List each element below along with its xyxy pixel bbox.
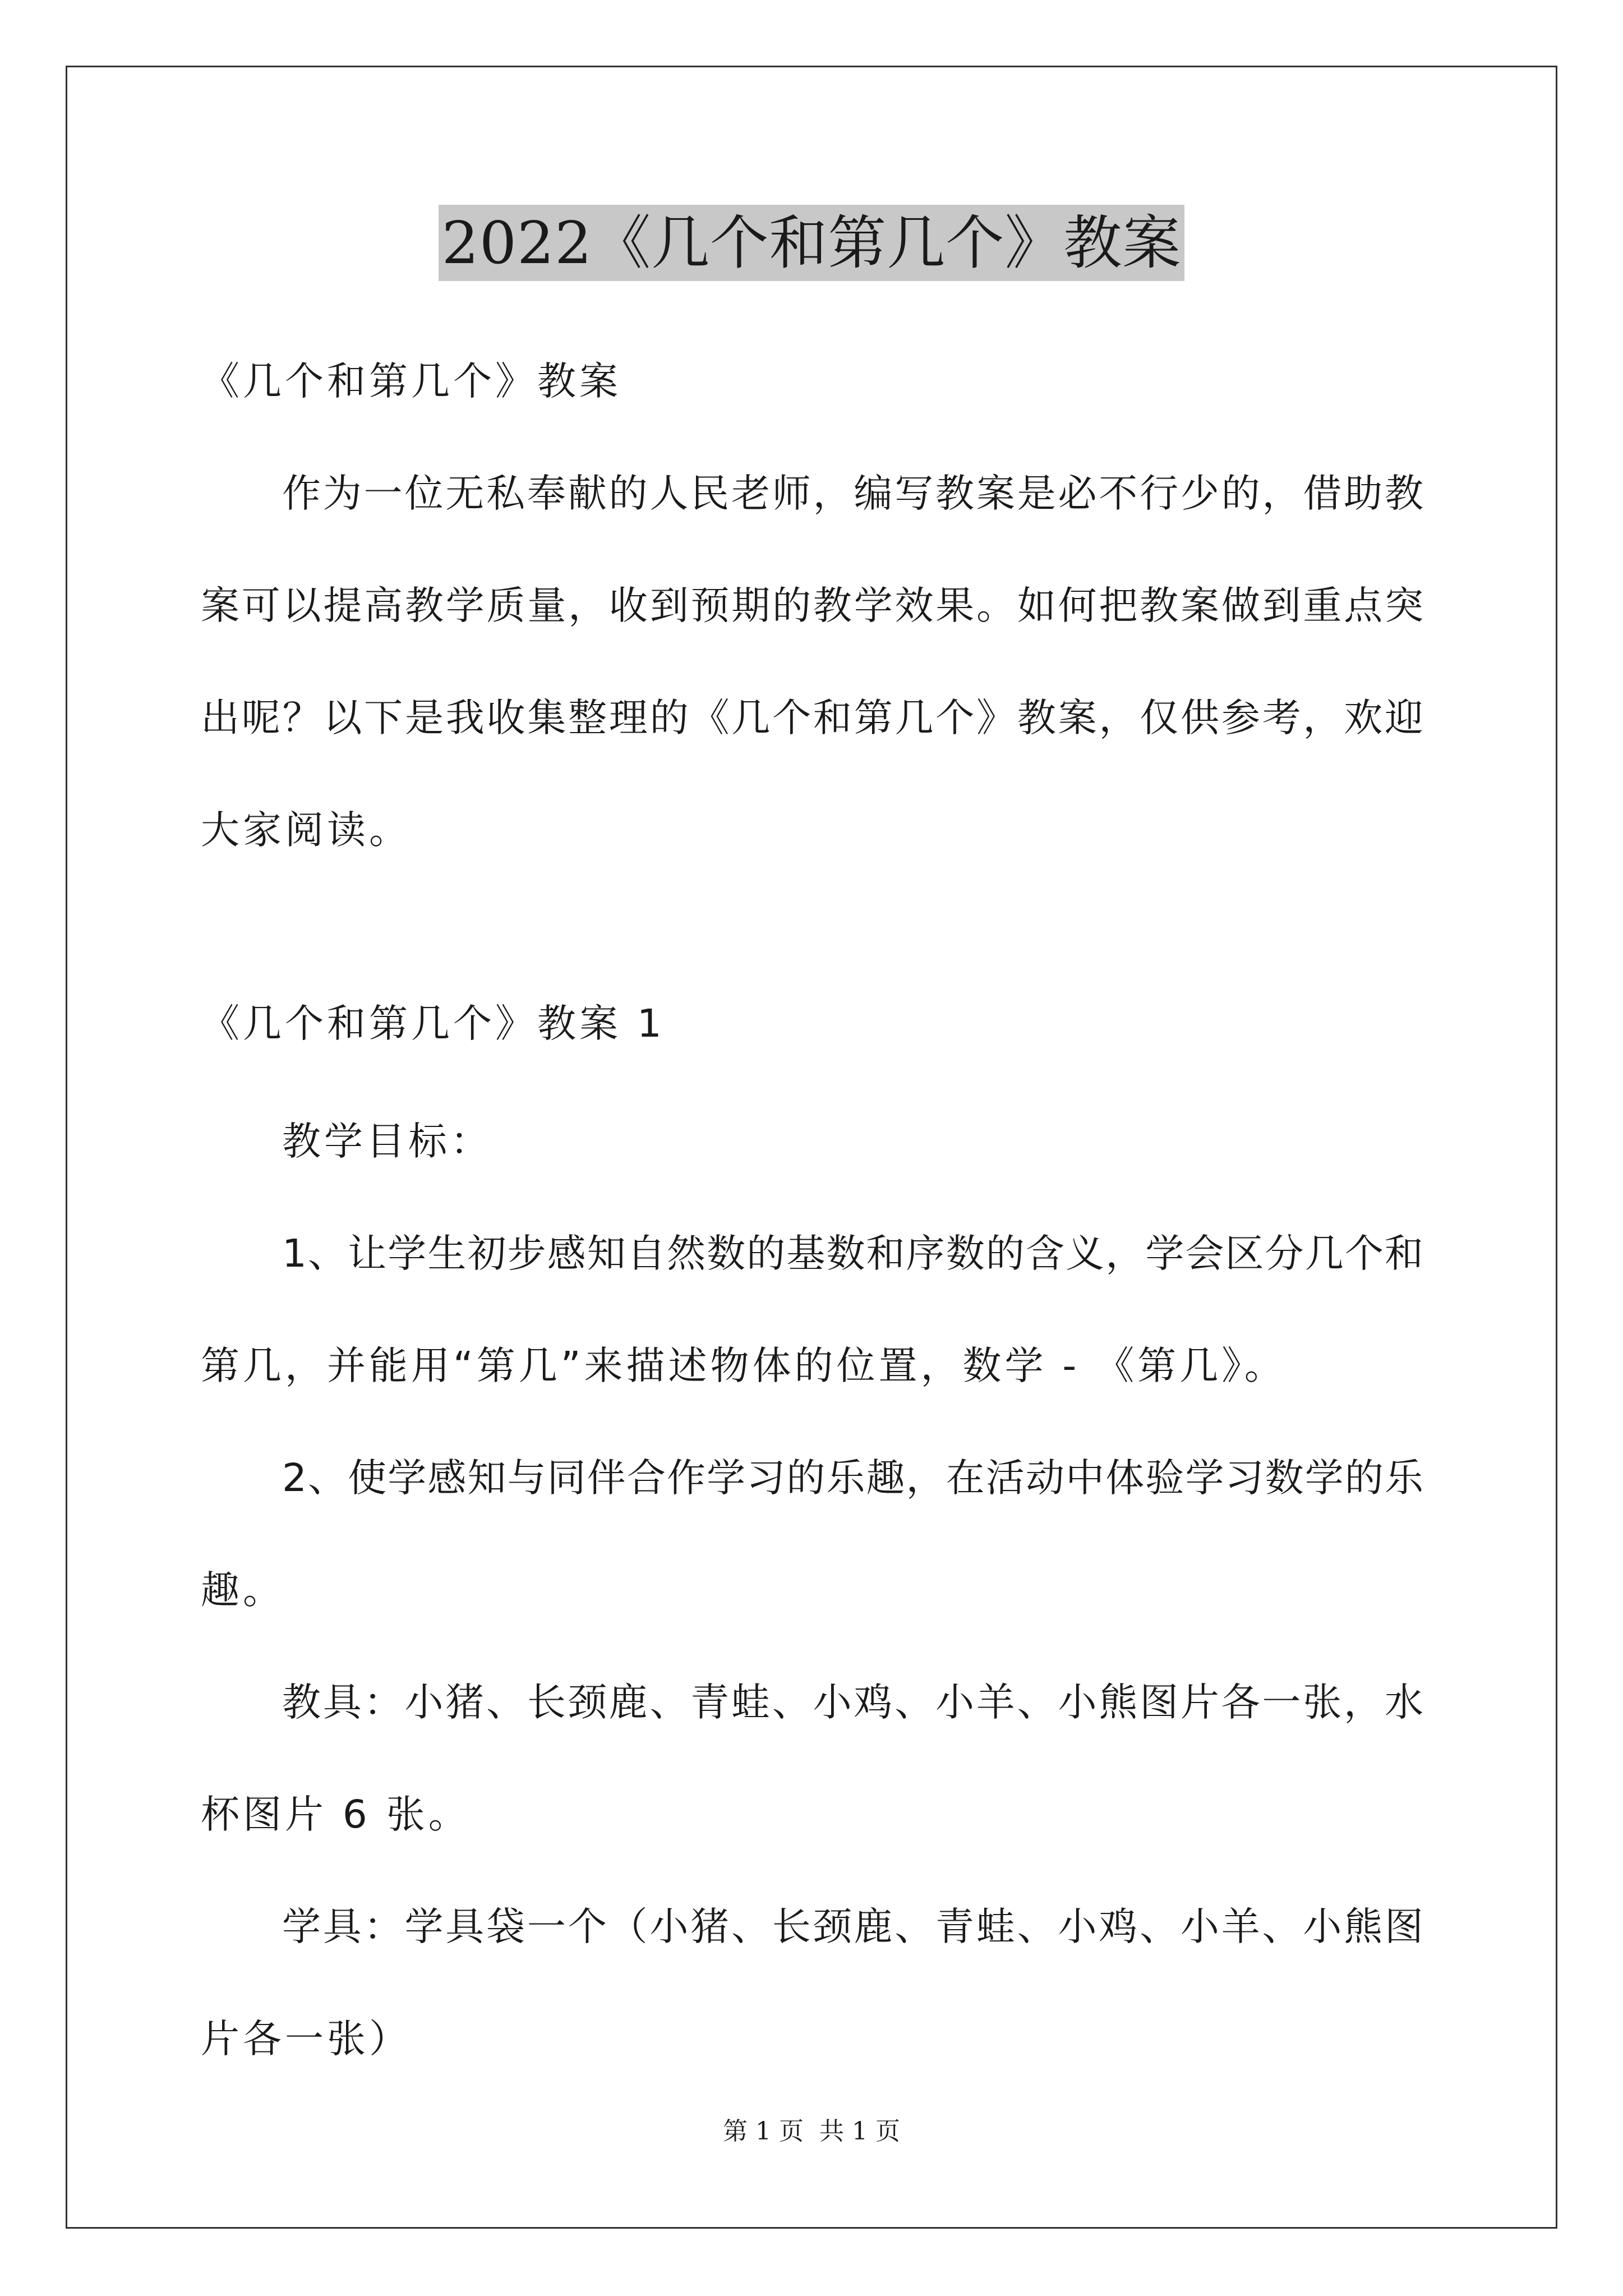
intro-line-3: 出呢？以下是我收集整理的《几个和第几个》教案，仅供参考，欢迎 <box>201 696 1423 740</box>
title-wrap <box>0 205 1623 281</box>
teaching-aids-line-2: 杯图片 6 张。 <box>201 1792 471 1837</box>
objective-2-line-2: 趣。 <box>201 1568 285 1613</box>
learning-aids-line-1: 学具：学具袋一个（小猪、长颈鹿、青蛙、小鸡、小羊、小熊图 <box>282 1904 1423 1949</box>
intro-line-1: 作为一位无私奉献的人民老师，编写教案是必不行少的，借助教 <box>282 471 1423 516</box>
section-heading: 《几个和第几个》教案 1 <box>201 1001 665 1046</box>
document-title: 2022《几个和第几个》教案 <box>439 205 1185 281</box>
learning-aids-line-2: 片各一张） <box>201 2017 411 2062</box>
page-footer <box>0 2115 1623 2148</box>
objective-1-line-2: 第几，并能用“第几”来描述物体的位置，数学 - 《第几》。 <box>201 1343 1287 1388</box>
teaching-aids-line-1: 教具：小猪、长颈鹿、青蛙、小鸡、小羊、小熊图片各一张，水 <box>282 1680 1423 1725</box>
page-number-total: 共 1 页 <box>819 2117 900 2146</box>
subtitle: 《几个和第几个》教案 <box>201 359 621 404</box>
objective-1-line-1: 1、让学生初步感知自然数的基数和序数的含义，学会区分几个和 <box>282 1231 1423 1276</box>
objectives-label: 教学目标： <box>282 1119 492 1164</box>
page-number-current: 第 1 页 <box>723 2117 804 2146</box>
objective-2-line-1: 2、使学感知与同伴合作学习的乐趣，在活动中体验学习数学的乐 <box>282 1456 1423 1501</box>
intro-line-4: 大家阅读。 <box>201 808 411 853</box>
intro-line-2: 案可以提高教学质量，收到预期的教学效果。如何把教案做到重点突 <box>201 583 1423 628</box>
